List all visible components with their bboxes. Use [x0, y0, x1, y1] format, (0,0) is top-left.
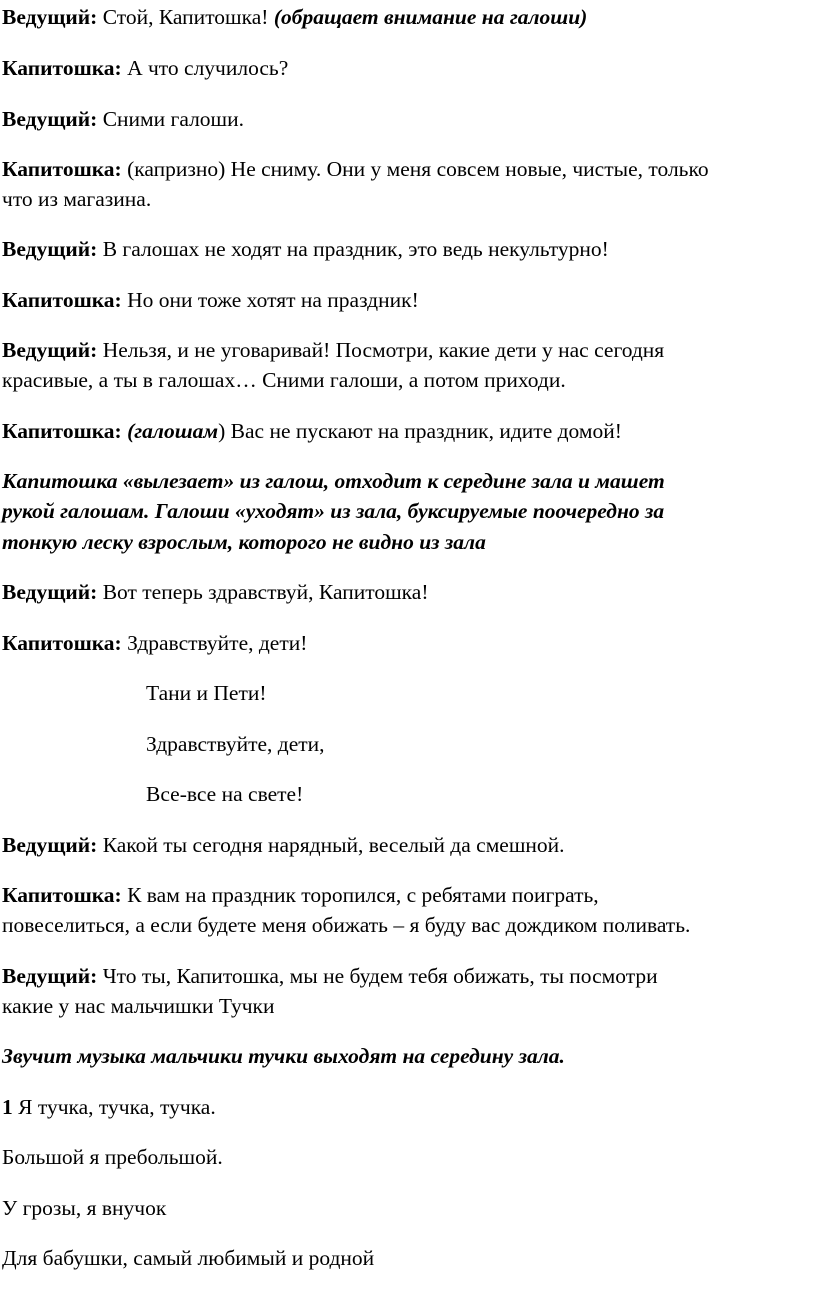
- dialogue-line: [2, 579, 428, 605]
- speaker-label: Ведущий:: [2, 107, 98, 131]
- verse-line: Все-все на свете!: [146, 782, 304, 806]
- line-text: К вам на праздник торопился, с ребятами поиграть,: [127, 883, 599, 907]
- line-text: Сними галоши.: [102, 107, 244, 131]
- line-text: Я тучка, тучка, тучка.: [18, 1095, 216, 1119]
- verse-line: Большой я пребольшой.: [2, 1145, 223, 1169]
- verse-number: 1: [2, 1095, 13, 1119]
- speaker-label: Ведущий:: [2, 5, 98, 29]
- line-text: (капризно) Не сниму. Они у меня совсем новые, чистые, только: [127, 157, 709, 181]
- dialogue-line: [2, 236, 609, 262]
- speaker-label: Ведущий:: [2, 338, 98, 362]
- stage-direction: (галошам: [127, 419, 219, 443]
- speaker-label: Ведущий:: [2, 237, 98, 261]
- line-text: В галошах не ходят на праздник, это ведь некультурно!: [102, 237, 609, 261]
- dialogue-line: [2, 963, 658, 989]
- dialogue-line: [2, 106, 244, 132]
- speaker-label: Капитошка:: [2, 157, 122, 181]
- dialogue-line: [2, 287, 419, 313]
- speaker-label: Ведущий:: [2, 964, 98, 988]
- dialogue-line: [2, 4, 587, 30]
- speaker-label: Ведущий:: [2, 580, 98, 604]
- line-text: Здравствуйте, дети!: [127, 631, 308, 655]
- dialogue-line: [2, 418, 622, 444]
- line-text: Но они тоже хотят на праздник!: [127, 288, 419, 312]
- stage-direction: Звучит музыка мальчики тучки выходят на середину зала.: [2, 1044, 565, 1068]
- verse-line: Для бабушки, самый любимый и родной: [2, 1246, 375, 1270]
- line-text: А что случилось?: [127, 56, 289, 80]
- verse-line: [2, 1094, 216, 1120]
- speaker-label: Капитошка:: [2, 883, 122, 907]
- dialogue-line-continuation: какие у нас мальчишки Тучки: [2, 994, 275, 1018]
- speaker-label: Ведущий:: [2, 833, 98, 857]
- speaker-label: Капитошка:: [2, 288, 122, 312]
- dialogue-line: [2, 55, 288, 81]
- speaker-label: Капитошка:: [2, 56, 122, 80]
- stage-direction: рукой галошам. Галоши «уходят» из зала, буксируемые поочередно за: [2, 499, 665, 523]
- dialogue-line-continuation: красивые, а ты в галошах… Сними галоши, а потом приходи.: [2, 368, 566, 392]
- line-text: ) Вас не пускают на праздник, идите домой!: [218, 419, 622, 443]
- speaker-label: Капитошка:: [2, 631, 122, 655]
- verse-line: Тани и Пети!: [146, 681, 267, 705]
- stage-direction: Капитошка «вылезает» из галош, отходит к середине зала и машет: [2, 469, 665, 493]
- dialogue-line-continuation: что из магазина.: [2, 187, 152, 211]
- dialogue-line: [2, 630, 307, 656]
- speaker-label: Капитошка:: [2, 419, 122, 443]
- stage-direction: (обращает внимание на галоши): [273, 5, 588, 29]
- dialogue-line-continuation: повеселиться, а если будете меня обижать – я буду вас дождиком поливать.: [2, 913, 691, 937]
- line-text: Нельзя, и не уговаривай! Посмотри, какие дети у нас сегодня: [102, 338, 665, 362]
- stage-direction: тонкую леску взрослым, которого не видно из зала: [2, 530, 486, 554]
- dialogue-line: [2, 832, 565, 858]
- line-text: Что ты, Капитошка, мы не будем тебя обижать, ты посмотри: [102, 964, 658, 988]
- line-text: Стой, Капитошка!: [102, 5, 269, 29]
- line-text: Вот теперь здравствуй, Капитошка!: [102, 580, 429, 604]
- verse-line: У грозы, я внучок: [2, 1196, 167, 1220]
- line-text: Какой ты сегодня нарядный, веселый да смешной.: [102, 833, 565, 857]
- verse-line: Здравствуйте, дети,: [146, 732, 325, 756]
- dialogue-line: [2, 882, 599, 908]
- dialogue-line: [2, 156, 709, 182]
- dialogue-line: [2, 337, 664, 363]
